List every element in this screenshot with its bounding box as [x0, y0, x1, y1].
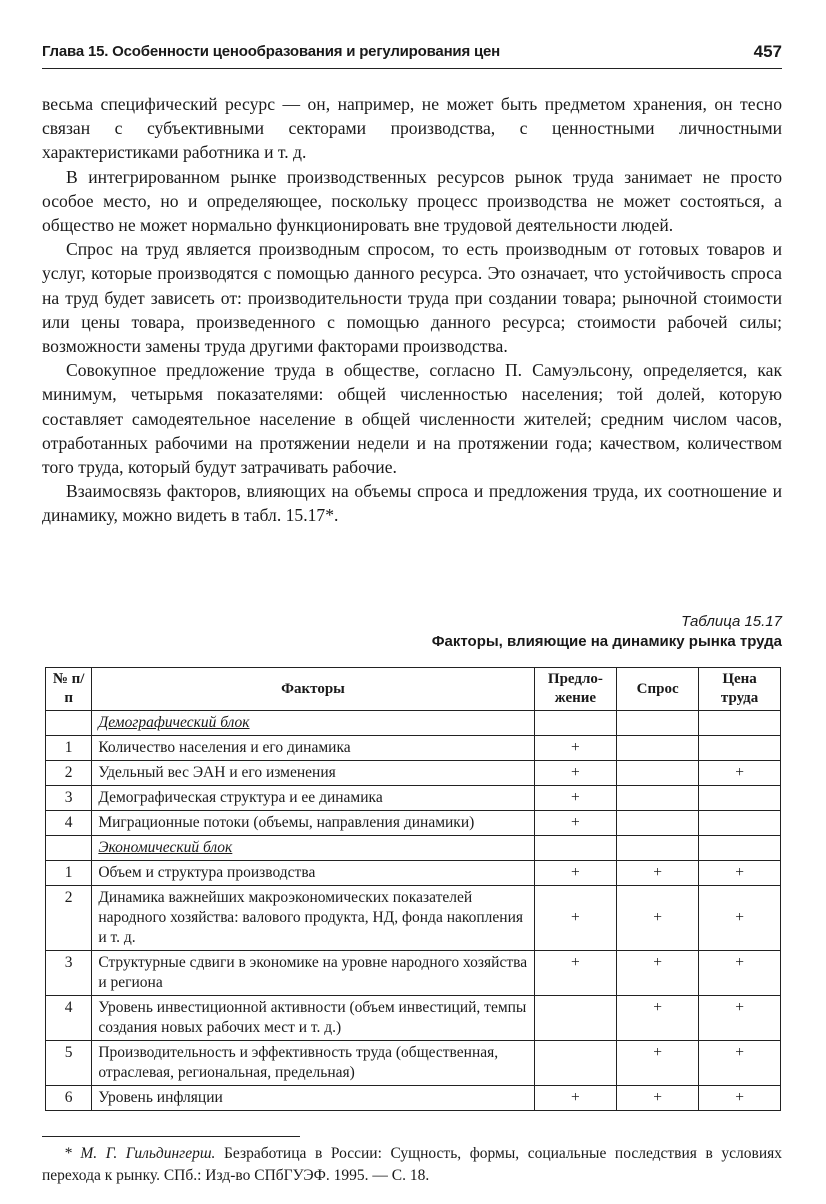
supply-mark: +: [534, 861, 616, 886]
row-factor: Структурные сдвиги в экономике на уровне народного хозяйства и региона: [92, 951, 534, 996]
price-mark: [699, 786, 781, 811]
table-caption: [432, 612, 782, 652]
table-row: [46, 811, 781, 836]
table-row: [46, 861, 781, 886]
row-factor: Производительность и эффективность труда (общественная, отраслевая, региональная, предельная): [92, 1041, 534, 1086]
supply-mark: +: [534, 811, 616, 836]
demand-mark: +: [617, 1041, 699, 1086]
table-cell: [92, 836, 534, 861]
table-number: Таблица 15.17: [681, 613, 782, 630]
footnote-body: Безработица в России: Сущность, формы, социальные последствия в условиях перехода к рынку. СПб.: Изд-во СПбГУЭФ. 1995. — С. 18.: [42, 1145, 782, 1184]
supply-mark: +: [534, 761, 616, 786]
price-mark: +: [699, 996, 781, 1041]
table-cell: [92, 711, 534, 736]
body-text: [42, 92, 782, 528]
row-number: 4: [46, 996, 92, 1041]
table-cell: [617, 711, 699, 736]
page-number: 457: [753, 42, 782, 61]
chapter-title: Глава 15. Особенности ценообразования и регулирования цен: [42, 43, 500, 60]
footnote-rule: [42, 1136, 300, 1137]
row-factor: Объем и структура производства: [92, 861, 534, 886]
paragraph: Совокупное предложение труда в обществе, согласно П. Самуэльсону, определяется, как минимум, четырьмя показателями: общей численностью населения; той долей, которую составляет самодеятельное население в общей численности жителей; средним числом часов, отработанных рабочими на протяжении недели и на протяжении года; качеством, количеством того труда, который будут затрачивать рабочие.: [42, 360, 782, 478]
factors-table: [45, 667, 781, 1111]
row-number: 6: [46, 1086, 92, 1111]
price-mark: +: [699, 1041, 781, 1086]
row-number: 3: [46, 951, 92, 996]
table-row: [46, 951, 781, 996]
demand-mark: [617, 811, 699, 836]
price-mark: [699, 736, 781, 761]
price-mark: +: [699, 1086, 781, 1111]
row-factor: Удельный вес ЭАН и его изменения: [92, 761, 534, 786]
supply-mark: [534, 996, 616, 1041]
demand-mark: +: [617, 1086, 699, 1111]
block-title: Демографический блок: [98, 714, 250, 731]
row-factor: Демографическая структура и ее динамика: [92, 786, 534, 811]
block-row: [46, 836, 781, 861]
paragraph: Взаимосвязь факторов, влияющих на объемы спроса и предложения труда, их соотношение и динамику, можно видеть в табл. 15.17*.: [42, 481, 782, 526]
supply-mark: +: [534, 951, 616, 996]
footnote-text: [42, 1143, 782, 1187]
demand-mark: +: [617, 886, 699, 951]
col-header-num: № п/п: [46, 668, 92, 711]
price-mark: +: [699, 886, 781, 951]
table-cell: [534, 711, 616, 736]
col-header-demand: Спрос: [617, 668, 699, 711]
row-factor: Миграционные потоки (объемы, направления динамики): [92, 811, 534, 836]
table-row: [46, 786, 781, 811]
table-row: [46, 1041, 781, 1086]
demand-mark: +: [617, 951, 699, 996]
supply-mark: +: [534, 886, 616, 951]
block-title: Экономический блок: [98, 839, 233, 856]
row-factor: Динамика важнейших макроэкономических показателей народного хозяйства: валового продукта, НД, фонда накопления и т. д.: [92, 886, 534, 951]
supply-mark: +: [534, 1086, 616, 1111]
table-cell: [699, 711, 781, 736]
price-mark: +: [699, 951, 781, 996]
paragraph: В интегрированном рынке производственных ресурсов рынок труда занимает не просто особое место, но и определяющее, поскольку процесс производства не может состояться, а общество не может нормально функционировать вне трудовой деятельности людей.: [42, 166, 782, 236]
paragraph: весьма специфический ресурс — он, например, не может быть предметом хранения, он тесно связан с субъективными секторами производства, с ценностными личностными характеристиками работника и т. д.: [42, 94, 782, 163]
row-factor: Уровень инфляции: [92, 1086, 534, 1111]
price-mark: +: [699, 761, 781, 786]
row-number: 1: [46, 736, 92, 761]
row-number: 2: [46, 761, 92, 786]
table-row: [46, 1086, 781, 1111]
supply-mark: +: [534, 786, 616, 811]
row-number: 1: [46, 861, 92, 886]
row-number: 5: [46, 1041, 92, 1086]
col-header-factors: Факторы: [92, 668, 534, 711]
row-number: 4: [46, 811, 92, 836]
demand-mark: +: [617, 996, 699, 1041]
supply-mark: +: [534, 736, 616, 761]
supply-mark: [534, 1041, 616, 1086]
demand-mark: [617, 761, 699, 786]
table-row: [46, 736, 781, 761]
demand-mark: [617, 736, 699, 761]
footnote-author: * М. Г. Гильдингерш.: [64, 1145, 216, 1162]
table-row: [46, 761, 781, 786]
price-mark: +: [699, 861, 781, 886]
table-cell: [46, 836, 92, 861]
running-header: [42, 40, 782, 69]
row-factor: Уровень инвестиционной активности (объем инвестиций, темпы создания новых рабочих мест и т. д.): [92, 996, 534, 1041]
block-row: [46, 711, 781, 736]
row-factor: Количество населения и его динамика: [92, 736, 534, 761]
table-cell: [699, 836, 781, 861]
table-header-row: [46, 668, 781, 711]
footnote: [42, 1136, 782, 1187]
col-header-supply: Предло-жение: [534, 668, 616, 711]
table-title: Факторы, влияющие на динамику рынка труда: [431, 633, 782, 650]
table-row: [46, 996, 781, 1041]
row-number: 2: [46, 886, 92, 951]
table-cell: [46, 711, 92, 736]
col-header-price: Цена труда: [699, 668, 781, 711]
table-cell: [534, 836, 616, 861]
paragraph: Спрос на труд является производным спросом, то есть производным от готовых товаров и услуг, которые производятся с помощью данного ресурса. Это означает, что устойчивость спроса на труд будет зависеть от: производительности труда при создании товара; рыночной стоимости или цены товара, произведенного с помощью данного ресурса; стоимости рабочей силы; возможности замены труда другими факторами производства.: [42, 239, 782, 357]
table-row: [46, 886, 781, 951]
price-mark: [699, 811, 781, 836]
table-cell: [617, 836, 699, 861]
row-number: 3: [46, 786, 92, 811]
demand-mark: +: [617, 861, 699, 886]
demand-mark: [617, 786, 699, 811]
